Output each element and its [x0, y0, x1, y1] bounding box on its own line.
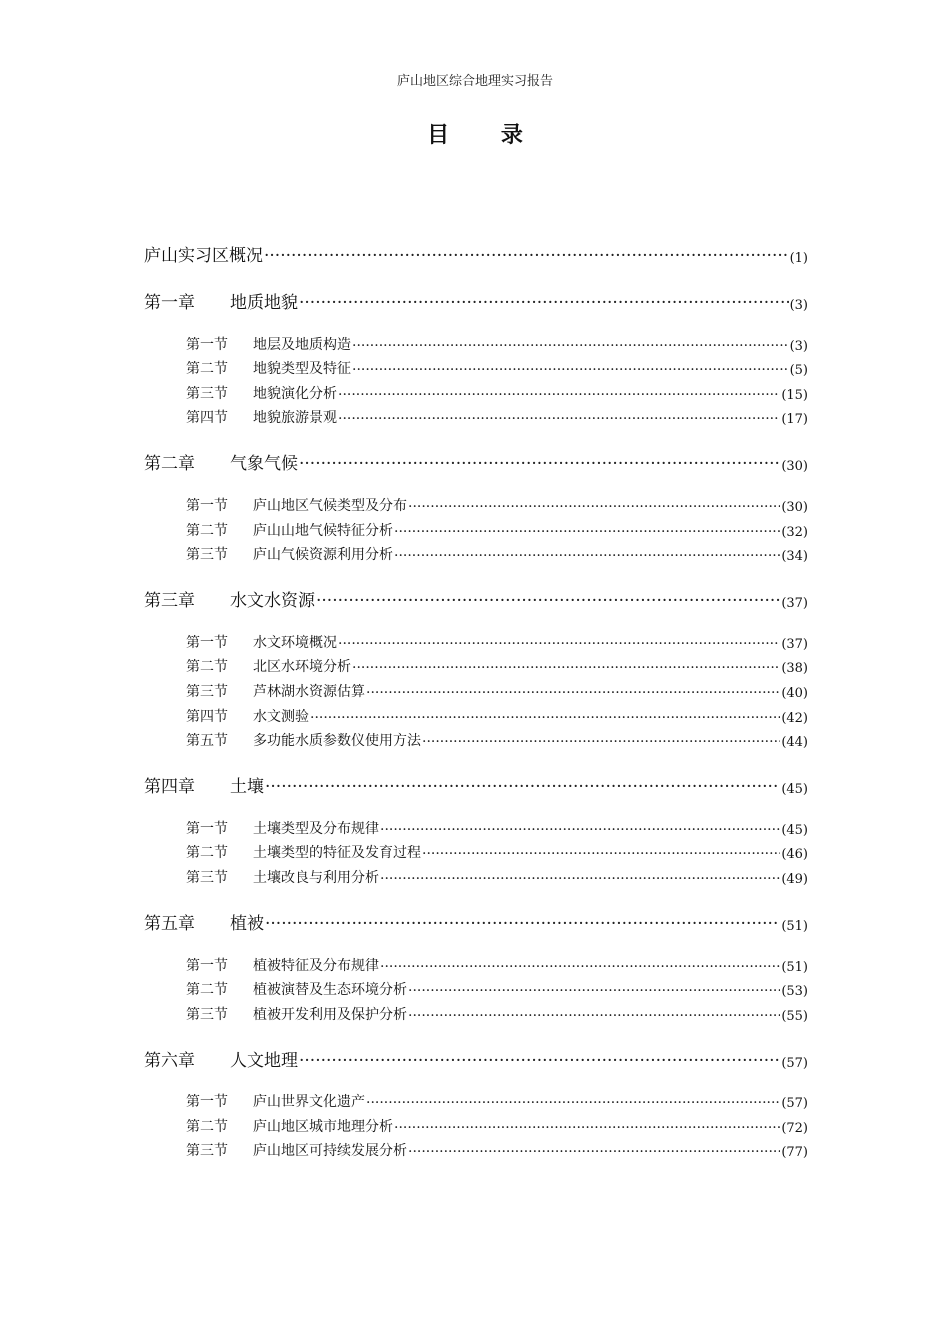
running-header: 庐山地区综合地理实习报告 [396, 74, 553, 89]
toc-page-number: (72) [781, 1120, 808, 1136]
toc-section-row [144, 1087, 808, 1112]
toc-section-row [144, 676, 808, 701]
toc-entry-title: 庐山世界文化遗产 [253, 1094, 365, 1111]
toc-page-number: (34) [781, 549, 808, 565]
dot-leader [380, 871, 780, 887]
toc-page-number: (57) [781, 1055, 808, 1071]
toc-page-number: (3) [789, 338, 808, 354]
toc-page-number: (37) [781, 596, 808, 612]
toc-section-row [144, 862, 808, 887]
toc-section-row [144, 726, 808, 751]
toc-entry-title: 植被开发利用及保护分析 [253, 1006, 407, 1023]
toc-entry-number: 第三节 [186, 683, 228, 700]
toc-section-row [144, 1111, 808, 1136]
toc-entry-title: 庐山气候资源利用分析 [253, 547, 393, 564]
toc-entry-number: 第一节 [186, 634, 228, 651]
toc-entry-title: 地层及地质构造 [253, 336, 351, 353]
toc-page-number: (38) [781, 661, 808, 677]
toc-section-row [144, 813, 808, 838]
dot-leader [299, 1051, 780, 1071]
toc-entry-number: 第二节 [186, 1118, 228, 1135]
toc-entry-number: 第一节 [186, 336, 228, 353]
toc-entry-title: 土壤类型的特征及发育过程 [253, 845, 421, 862]
toc-chapter-row [144, 767, 808, 797]
dot-leader [316, 591, 780, 611]
dot-leader [299, 293, 789, 313]
toc-entry-number: 第五章 [144, 913, 195, 934]
dot-leader [338, 636, 780, 652]
dot-leader [338, 387, 780, 403]
toc-entry-title: 气象气候 [230, 454, 298, 475]
dot-leader [394, 524, 780, 540]
dot-leader [366, 685, 780, 701]
dot-leader [264, 246, 789, 266]
toc-chapter-row [144, 283, 808, 313]
table-of-contents [144, 236, 808, 1160]
dot-leader [265, 914, 780, 934]
toc-entry-number: 第一节 [186, 957, 228, 974]
toc-section-row [144, 354, 808, 379]
dot-leader [408, 1008, 780, 1024]
toc-entry-title: 地貌演化分析 [253, 385, 337, 402]
toc-entry-title: 土壤 [230, 777, 264, 798]
toc-chapter-row [144, 904, 808, 934]
toc-chapter-row [144, 236, 808, 266]
toc-entry-title: 庐山地区城市地理分析 [253, 1118, 393, 1135]
toc-page-number: (3) [789, 298, 808, 313]
toc-chapter-row [144, 581, 808, 611]
toc-entry-title: 庐山山地气候特征分析 [253, 522, 393, 539]
toc-entry-number: 第四节 [186, 410, 228, 427]
toc-page-number: (44) [781, 735, 808, 751]
toc-entry-number: 第一节 [186, 1094, 228, 1111]
toc-page-number: (46) [781, 847, 808, 863]
toc-entry-number: 第二章 [144, 454, 195, 475]
dot-leader [265, 777, 780, 797]
toc-entry-title: 多功能水质参数仪使用方法 [253, 733, 421, 750]
toc-chapter-row [144, 444, 808, 474]
toc-entry-number: 第二节 [186, 522, 228, 539]
toc-entry-number: 第一节 [186, 820, 228, 837]
dot-leader [299, 454, 780, 474]
toc-entry-title: 植被特征及分布规律 [253, 957, 379, 974]
toc-entry-title: 水文测验 [253, 708, 309, 725]
toc-section-row [144, 540, 808, 565]
toc-page-number: (30) [781, 499, 808, 515]
toc-entry-title: 水文环境概况 [253, 634, 337, 651]
dot-leader [422, 734, 780, 750]
dot-leader [380, 959, 780, 975]
toc-entry-number: 第三章 [144, 591, 195, 612]
toc-entry-number: 第一节 [186, 497, 228, 514]
toc-page-number: (32) [781, 524, 808, 540]
toc-entry-title: 人文地理 [230, 1050, 298, 1071]
toc-entry-number: 第三节 [186, 1006, 228, 1023]
toc-chapter-row [144, 1041, 808, 1071]
dot-leader [422, 846, 780, 862]
toc-entry-title: 庐山地区可持续发展分析 [253, 1143, 407, 1160]
toc-entry-title: 植被 [230, 913, 264, 934]
toc-page-number: (1) [789, 251, 808, 266]
toc-section-row [144, 403, 808, 428]
toc-section-row [144, 652, 808, 677]
toc-entry-title: 庐山地区气候类型及分布 [253, 497, 407, 514]
toc-entry-title: 植被演替及生态环境分析 [253, 982, 407, 999]
toc-section-row [144, 950, 808, 975]
toc-section-row [144, 329, 808, 354]
toc-page-number: (49) [781, 871, 808, 887]
toc-section-row [144, 1136, 808, 1161]
toc-section-row [144, 999, 808, 1024]
toc-page-number: (17) [781, 412, 808, 428]
toc-entry-title: 芦林湖水资源估算 [253, 683, 365, 700]
dot-leader [408, 983, 780, 999]
toc-entry-number: 第一章 [144, 293, 195, 313]
toc-entry-title: 地貌旅游景观 [253, 410, 337, 427]
page-title: 目 录 [427, 122, 545, 148]
toc-entry-title: 土壤类型及分布规律 [253, 820, 379, 837]
toc-page-number: (51) [781, 918, 808, 934]
toc-entry-title: 土壤改良与利用分析 [253, 869, 379, 886]
dot-leader [352, 660, 780, 676]
dot-leader [394, 548, 780, 564]
toc-entry-number: 第三节 [186, 869, 228, 886]
toc-section-row [144, 701, 808, 726]
toc-entry-title: 地质地貌 [230, 293, 298, 313]
dot-leader [366, 1095, 780, 1111]
dot-leader [310, 710, 780, 726]
dot-leader [380, 822, 780, 838]
toc-page-number: (45) [781, 822, 808, 838]
dot-leader [352, 362, 789, 378]
toc-page-number: (15) [781, 387, 808, 403]
toc-page-number: (45) [781, 782, 808, 798]
toc-page-number: (53) [781, 984, 808, 1000]
toc-entry-number: 第六章 [144, 1050, 195, 1071]
dot-leader [338, 411, 780, 427]
toc-entry-number: 第二节 [186, 845, 228, 862]
dot-leader [408, 499, 780, 515]
toc-entry-number: 第二节 [186, 659, 228, 676]
toc-entry-number: 第三节 [186, 385, 228, 402]
toc-entry-number: 第四节 [186, 708, 228, 725]
toc-entry-title: 北区水环境分析 [253, 659, 351, 676]
toc-page-number: (57) [781, 1096, 808, 1112]
toc-section-row [144, 975, 808, 1000]
toc-section-row [144, 627, 808, 652]
toc-section-row [144, 838, 808, 863]
toc-page-number: (42) [781, 710, 808, 726]
toc-entry-title: 水文水资源 [230, 591, 315, 612]
toc-page-number: (30) [781, 459, 808, 475]
toc-entry-number: 第三节 [186, 547, 228, 564]
toc-entry-title: 庐山实习区概况 [144, 246, 263, 266]
toc-page-number: (55) [781, 1008, 808, 1024]
toc-page-number: (40) [781, 685, 808, 701]
toc-entry-number: 第四章 [144, 777, 195, 798]
toc-page-number: (5) [789, 363, 808, 379]
toc-page-number: (37) [781, 636, 808, 652]
toc-section-row [144, 515, 808, 540]
toc-section-row [144, 378, 808, 403]
dot-leader [394, 1120, 780, 1136]
dot-leader [408, 1144, 780, 1160]
toc-entry-number: 第五节 [186, 733, 228, 750]
toc-page-number: (51) [781, 959, 808, 975]
toc-entry-title: 地貌类型及特征 [253, 361, 351, 378]
toc-entry-number: 第二节 [186, 982, 228, 999]
dot-leader [352, 338, 789, 354]
toc-section-row [144, 490, 808, 515]
toc-entry-number: 第三节 [186, 1143, 228, 1160]
toc-entry-number: 第二节 [186, 361, 228, 378]
toc-page-number: (77) [781, 1145, 808, 1161]
